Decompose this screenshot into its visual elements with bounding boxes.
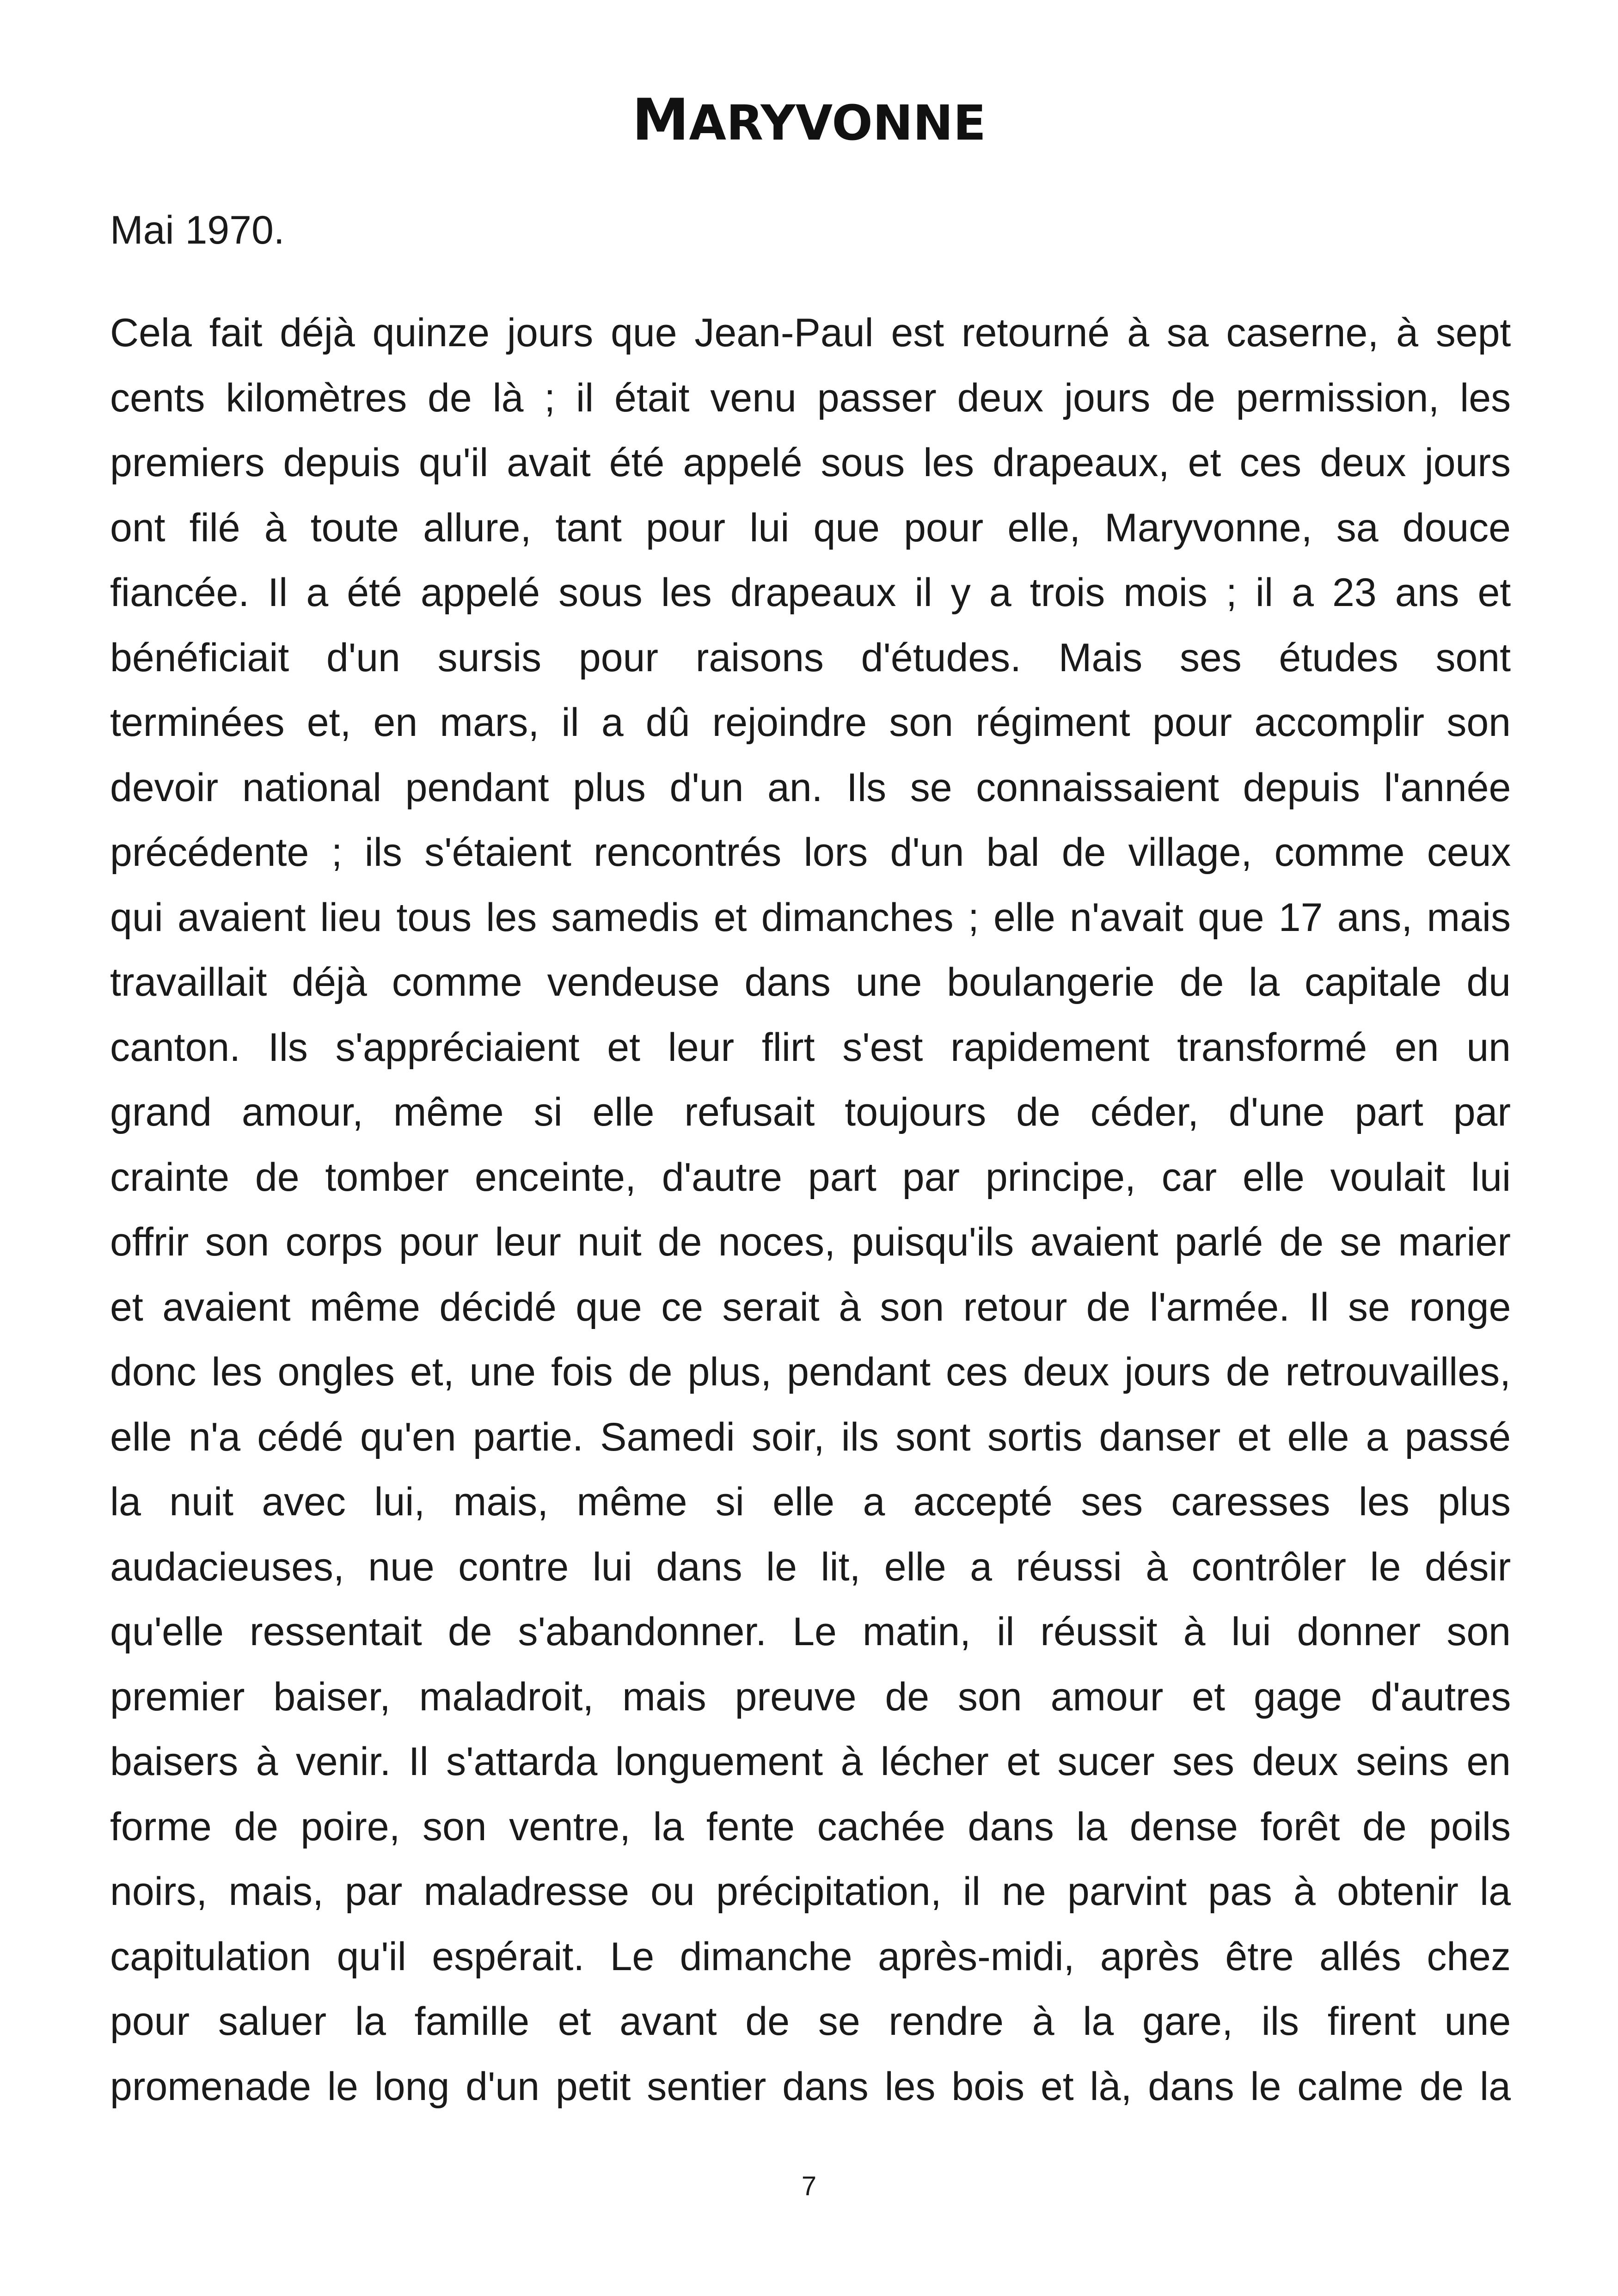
paragraph-line: capitulation qu'il espérait. Le dimanche après-midi, après être allés chez [110, 1934, 1511, 1979]
paragraph-line: bénéficiait d'un sursis pour raisons d'études. Mais ses études sont [110, 635, 1511, 680]
paragraph-line: audacieuses, nue contre lui dans le lit, elle a réussi à contrôler le désir [110, 1544, 1511, 1589]
paragraph-line: terminées et, en mars, il a dû rejoindre son régiment pour accomplir son [110, 700, 1511, 745]
paragraph-line: Cela fait déjà quinze jours que Jean-Paul est retourné à sa caserne, à sept [110, 311, 1511, 355]
paragraph-line: donc les ongles et, une fois de plus, pendant ces deux jours de retrouvailles, [110, 1350, 1511, 1394]
paragraph-line: la nuit avec lui, mais, même si elle a accepté ses caresses les plus [110, 1480, 1511, 1524]
paragraph-line: noirs, mais, par maladresse ou précipitation, il ne parvint pas à obtenir la [110, 1869, 1511, 1914]
paragraph-line: pour saluer la famille et avant de se rendre à la gare, ils firent une [110, 1999, 1511, 2044]
paragraph-line: travaillait déjà comme vendeuse dans une boulangerie de la capitale du [110, 960, 1511, 1004]
page-number: 7 [801, 2171, 817, 2201]
paragraph-line: devoir national pendant plus d'un an. Ils se connaissaient depuis l'année [110, 765, 1511, 810]
paragraph-line: promenade le long d'un petit sentier dans les bois et là, dans le calme de la [110, 2064, 1511, 2109]
chapter-title-rest: ARYVONNE [689, 95, 986, 151]
paragraph-line: qui avaient lieu tous les samedis et dimanches ; elle n'avait que 17 ans, mais [110, 895, 1511, 940]
chapter-title [0, 88, 1618, 155]
paragraph-line: canton. Ils s'appréciaient et leur flirt s'est rapidement transformé en un [110, 1025, 1511, 1070]
paragraph-line: premier baiser, maladroit, mais preuve de son amour et gage d'autres [110, 1674, 1511, 1719]
paragraph-line: elle n'a cédé qu'en partie. Samedi soir, ils sont sortis danser et elle a passé [110, 1414, 1511, 1459]
paragraph-line: offrir son corps pour leur nuit de noces, puisqu'ils avaient parlé de se marier [110, 1220, 1511, 1264]
paragraph-line: fiancée. Il a été appelé sous les drapeaux il y a trois mois ; il a 23 ans et [110, 570, 1511, 615]
paragraph-line: qu'elle ressentait de s'abandonner. Le matin, il réussit à lui donner son [110, 1610, 1511, 1654]
paragraph-line: crainte de tomber enceinte, d'autre part par principe, car elle voulait lui [110, 1155, 1511, 1200]
paragraph-line: baisers à venir. Il s'attarda longuement à lécher et sucer ses deux seins en [110, 1739, 1511, 1784]
paragraph-line: premiers depuis qu'il avait été appelé sous les drapeaux, et ces deux jours [110, 441, 1511, 485]
body-paragraph [110, 300, 1511, 2119]
paragraph-line: grand amour, même si elle refusait toujours de céder, d'une part par [110, 1090, 1511, 1134]
paragraph-line: forme de poire, son ventre, la fente cachée dans la dense forêt de poils [110, 1804, 1511, 1849]
paragraph-line: précédente ; ils s'étaient rencontrés lors d'un bal de village, comme ceux [110, 830, 1511, 875]
paragraph-line: cents kilomètres de là ; il était venu passer deux jours de permission, les [110, 375, 1511, 420]
paragraph-line: et avaient même décidé que ce serait à son retour de l'armée. Il se ronge [110, 1285, 1511, 1329]
paragraph-line: ont filé à toute allure, tant pour lui que pour elle, Maryvonne, sa douce [110, 505, 1511, 550]
chapter-title-initial: M [632, 87, 689, 153]
chapter-date: Mai 1970. [110, 208, 285, 252]
